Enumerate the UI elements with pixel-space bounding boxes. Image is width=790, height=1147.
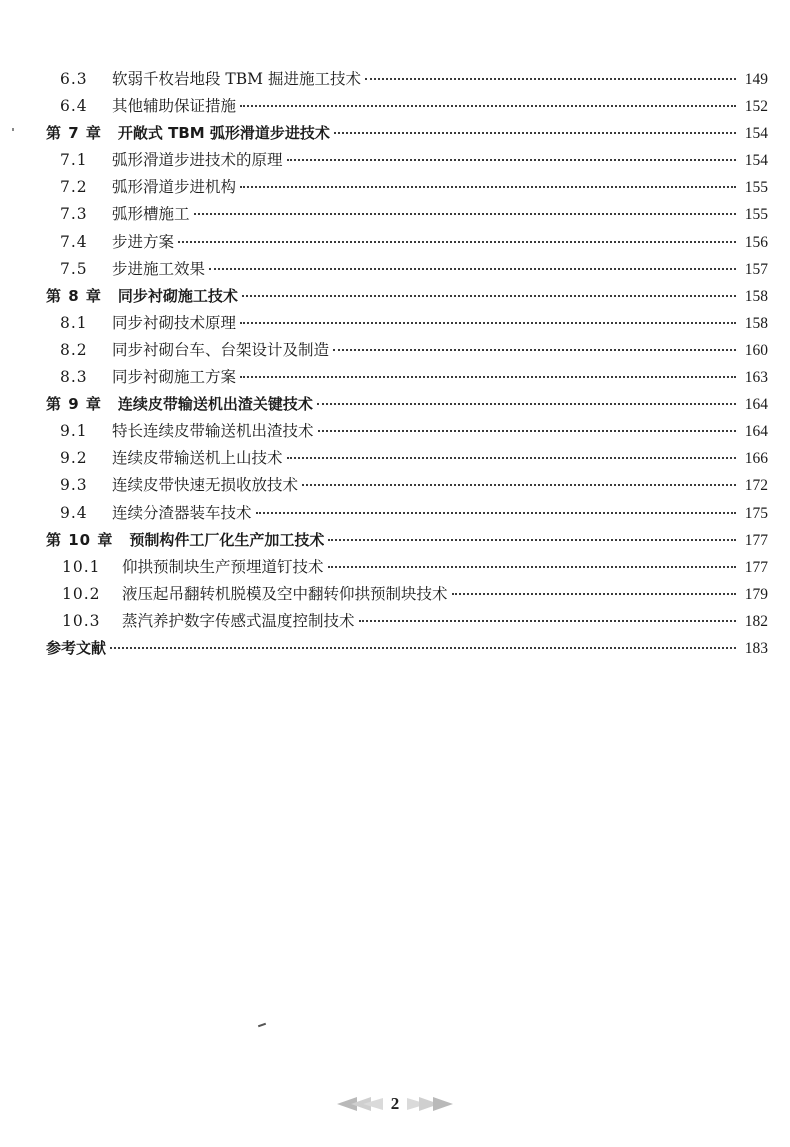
toc-entry-title: 弧形滑道步进技术的原理 [112,151,283,170]
toc-entry-number: 8.3 [60,368,88,387]
toc-entry-number: 8.2 [60,340,88,359]
toc-chapter-row [46,527,768,554]
toc-entry-page: 175 [744,504,768,522]
toc-entry-title: 连续皮带快速无损收放技术 [112,476,299,495]
toc-entry-page: 158 [744,287,768,305]
toc-entry-number: 9.4 [60,503,88,522]
toc-section-row [46,93,768,120]
toc-entry-title: 弧形滑道步进机构 [112,178,237,197]
toc-entry-title: 步进方案 [112,232,175,251]
toc-entry-number: 9.1 [60,422,88,441]
dot-leader [365,78,736,80]
toc-entry-title: 步进施工效果 [112,259,206,278]
toc-entry-page: 149 [744,71,768,88]
toc-entry-page: 158 [744,314,768,332]
toc-entry-page: 154 [744,125,768,143]
toc-section-row [46,147,768,174]
toc-entry-page: 179 [744,585,768,603]
toc-chapter-row [46,283,768,310]
toc-entry-title: 蒸汽养护数字传感式温度控制技术 [122,611,355,630]
toc-entry-page: 166 [744,450,768,468]
toc-entry-number: 10.1 [62,557,101,576]
page-number: 2 [390,1094,400,1113]
toc-entry-title: 软弱千枚岩地段 TBM 掘进施工技术 [112,70,361,88]
toc-entry-page: 154 [744,152,768,170]
toc-entry-title: 仰拱预制块生产预埋道钉技术 [122,557,324,576]
table-of-contents [46,66,768,662]
toc-section-row [46,229,768,256]
dot-leader [287,457,736,459]
toc-entry-number: 6.4 [60,97,88,116]
toc-entry-title: 同步衬砌技术原理 [112,313,237,332]
toc-entry-number: 8.1 [60,313,88,332]
toc-entry-title: 同步衬砌施工方案 [112,368,237,387]
toc-entry-page: 157 [744,260,768,278]
toc-entry-page: 163 [744,369,768,387]
left-arrow-ornament-icon [337,1096,383,1112]
toc-entry-number: 第 8 章 [46,286,102,305]
dot-leader [328,566,736,568]
toc-entry-page: 177 [744,531,768,549]
toc-section-row [46,364,768,391]
toc-entry-number: 7.5 [60,259,88,278]
toc-entry-page: 172 [744,477,768,495]
toc-entry-page: 183 [744,639,768,657]
dot-leader [256,512,736,514]
toc-entry-title: 预制构件工厂化生产加工技术 [129,530,325,549]
toc-section-row [46,337,768,364]
right-arrow-ornament-icon [407,1096,453,1112]
toc-section-row [46,310,768,337]
dot-leader [287,159,736,161]
toc-entry-title: 弧形槽施工 [112,205,190,224]
toc-entry-number: 第 9 章 [46,395,102,414]
toc-entry-number: 7.4 [60,232,88,251]
dot-leader [240,376,736,378]
toc-entry-page: 160 [744,341,768,359]
dot-leader [110,647,736,649]
toc-entry-page: 156 [744,233,768,251]
toc-entry-number: 10.3 [62,611,101,630]
dot-leader [240,105,736,107]
toc-section-row [46,472,768,499]
dot-leader [328,539,736,541]
toc-section-row [46,201,768,228]
toc-chapter-row [46,120,768,147]
toc-entry-page: 164 [744,396,768,414]
page-footer [0,1094,790,1114]
scan-speck [12,128,14,131]
toc-section-row [46,256,768,283]
dot-leader [452,593,736,595]
toc-entry-page: 155 [744,206,768,224]
toc-references-row [46,635,768,662]
toc-entry-number: 7.2 [60,178,88,197]
toc-entry-title: 其他辅助保证措施 [112,97,237,116]
toc-entry-title: 连续皮带输送机出渣关键技术 [117,395,313,414]
toc-section-row [46,554,768,581]
toc-chapter-row [46,391,768,418]
dot-leader [240,322,736,324]
toc-entry-number: 第 10 章 [46,530,114,549]
toc-entry-number: 7.1 [60,151,88,170]
toc-entry-page: 182 [744,612,768,630]
dot-leader [334,132,736,134]
toc-section-row [46,66,768,93]
toc-section-row [46,418,768,445]
dot-leader [194,213,736,215]
dot-leader [317,403,736,405]
toc-entry-page: 155 [744,179,768,197]
toc-section-row [46,500,768,527]
dot-leader [240,186,736,188]
toc-entry-number: 9.2 [60,449,88,468]
toc-section-row [46,174,768,201]
dot-leader [359,620,736,622]
toc-entry-title: 同步衬砌施工技术 [117,286,238,305]
toc-entry-number: 第 7 章 [46,124,102,143]
toc-entry-title: 液压起吊翻转机脱模及空中翻转仰拱预制块技术 [122,584,448,603]
dot-leader [302,484,736,486]
toc-entry-title: 开敞式 TBM 弧形滑道步进技术 [117,124,330,143]
toc-entry-page: 177 [744,558,768,576]
toc-entry-number: 10.2 [62,584,101,603]
dot-leader [209,268,736,270]
toc-section-row [46,608,768,635]
toc-entry-number: 7.3 [60,205,88,224]
toc-entry-title: 同步衬砌台车、台架设计及制造 [112,340,330,359]
toc-entry-title: 参考文献 [46,638,107,657]
toc-entry-number: 6.3 [60,70,88,88]
dot-leader [318,430,736,432]
toc-section-row [46,445,768,472]
toc-section-row [46,581,768,608]
toc-entry-title: 连续皮带输送机上山技术 [112,449,283,468]
dot-leader [333,349,736,351]
toc-entry-title: 连续分渣器装车技术 [112,503,252,522]
dot-leader [178,241,736,243]
toc-entry-title: 特长连续皮带输送机出渣技术 [112,422,314,441]
toc-entry-number: 9.3 [60,476,88,495]
dot-leader [242,295,736,297]
toc-entry-page: 152 [744,98,768,116]
scan-speck [258,1023,266,1028]
toc-entry-page: 164 [744,423,768,441]
